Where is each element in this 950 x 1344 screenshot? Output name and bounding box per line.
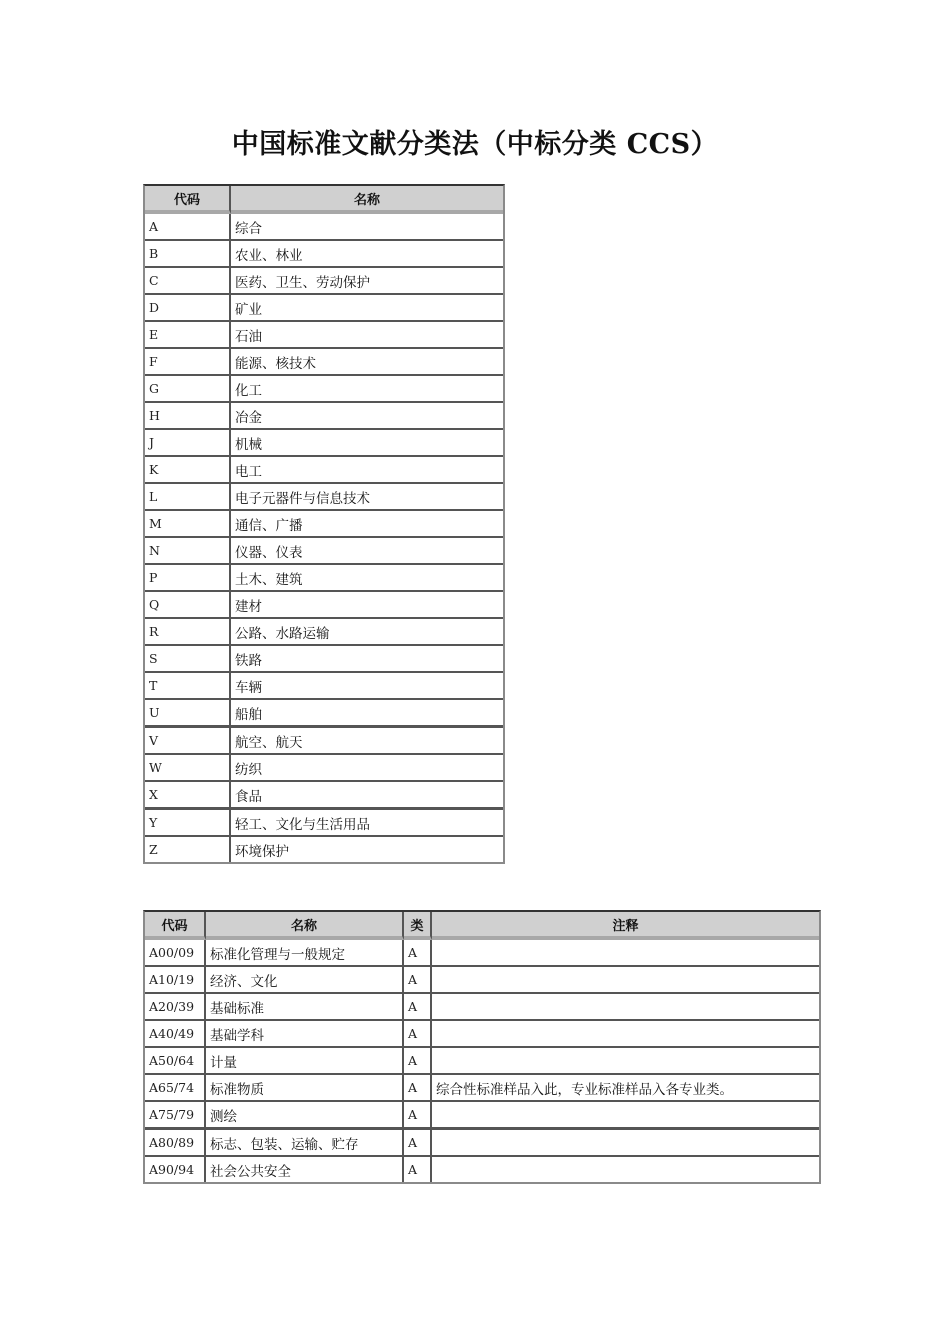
table-row (145, 295, 503, 322)
cell-name: 电工 (231, 457, 503, 484)
cell-class: A (404, 1021, 432, 1048)
table-row (145, 940, 819, 967)
table-row (145, 214, 503, 241)
cell-code: S (145, 646, 231, 673)
cell-class: A (404, 1048, 432, 1075)
cell-code: A90/94 (145, 1157, 206, 1182)
table-row (145, 322, 503, 349)
cell-name: 化工 (231, 376, 503, 403)
header-code: 代码 (145, 186, 231, 214)
cell-name: 机械 (231, 430, 503, 457)
cell-class: A (404, 940, 432, 967)
cell-code: Z (145, 837, 231, 862)
table-row (145, 403, 503, 430)
cell-code: E (145, 322, 231, 349)
cell-name: 冶金 (231, 403, 503, 430)
cell-code: K (145, 457, 231, 484)
table-row (145, 728, 503, 755)
cell-code: G (145, 376, 231, 403)
cell-note (432, 967, 819, 994)
cell-code: A00/09 (145, 940, 206, 967)
cell-class: A (404, 994, 432, 1021)
cell-code: Y (145, 810, 231, 837)
cell-code: A (145, 214, 231, 241)
cell-code: A10/19 (145, 967, 206, 994)
cell-code: F (145, 349, 231, 376)
table-row (145, 646, 503, 673)
table-row (145, 673, 503, 700)
cell-name: 计量 (206, 1048, 404, 1075)
table-row (145, 349, 503, 376)
cell-code: V (145, 728, 231, 755)
cell-code: J (145, 430, 231, 457)
table-row (145, 484, 503, 511)
category-table (143, 184, 505, 864)
cell-name: 综合 (231, 214, 503, 241)
cell-code: A50/64 (145, 1048, 206, 1075)
table-row (145, 967, 819, 994)
table-row (145, 592, 503, 619)
cell-class: A (404, 1130, 432, 1157)
cell-note (432, 994, 819, 1021)
cell-name: 食品 (231, 782, 503, 810)
header-note: 注释 (432, 912, 819, 940)
header-name: 名称 (231, 186, 503, 214)
cell-code: P (145, 565, 231, 592)
cell-name: 标准物质 (206, 1075, 404, 1102)
cell-class: A (404, 1075, 432, 1102)
cell-name: 铁路 (231, 646, 503, 673)
cell-class: A (404, 967, 432, 994)
document-title: 中国标准文献分类法（中标分类 CCS） (231, 129, 719, 160)
header-class: 类 (404, 912, 432, 940)
cell-name: 船舶 (231, 700, 503, 728)
cell-code: R (145, 619, 231, 646)
cell-name: 测绘 (206, 1102, 404, 1130)
cell-name: 基础学科 (206, 1021, 404, 1048)
cell-name: 通信、广播 (231, 511, 503, 538)
cell-name: 经济、文化 (206, 967, 404, 994)
cell-code: C (145, 268, 231, 295)
header-row (145, 912, 819, 940)
table-row (145, 1130, 819, 1157)
cell-class: A (404, 1102, 432, 1130)
cell-name: 基础标准 (206, 994, 404, 1021)
cell-name: 航空、航天 (231, 728, 503, 755)
table-row (145, 700, 503, 728)
cell-note (432, 940, 819, 967)
cell-note (432, 1102, 819, 1130)
cell-name: 医药、卫生、劳动保护 (231, 268, 503, 295)
cell-name: 矿业 (231, 295, 503, 322)
cell-code: A20/39 (145, 994, 206, 1021)
cell-name: 社会公共安全 (206, 1157, 404, 1182)
table-row (145, 376, 503, 403)
table-row (145, 430, 503, 457)
table-row (145, 810, 503, 837)
table-row (145, 538, 503, 565)
cell-note (432, 1130, 819, 1157)
cell-code: Q (145, 592, 231, 619)
cell-code: A75/79 (145, 1102, 206, 1130)
table-row (145, 782, 503, 810)
table-row (145, 619, 503, 646)
table-row (145, 1075, 819, 1102)
cell-code: A65/74 (145, 1075, 206, 1102)
table-row (145, 837, 503, 862)
table-row (145, 1102, 819, 1130)
cell-note (432, 1048, 819, 1075)
cell-name: 建材 (231, 592, 503, 619)
table-row (145, 565, 503, 592)
header-code: 代码 (145, 912, 206, 940)
cell-code: H (145, 403, 231, 430)
table-row (145, 1157, 819, 1182)
cell-name: 石油 (231, 322, 503, 349)
header-name: 名称 (206, 912, 404, 940)
cell-code: D (145, 295, 231, 322)
cell-note (432, 1157, 819, 1182)
table-row (145, 1021, 819, 1048)
cell-code: L (145, 484, 231, 511)
cell-note: 综合性标准样品入此，专业标准样品入各专业类。 (432, 1075, 819, 1102)
cell-name: 车辆 (231, 673, 503, 700)
cell-name: 环境保护 (235, 843, 289, 860)
table-row (145, 457, 503, 484)
cell-name: 能源、核技术 (231, 349, 503, 376)
table-row (145, 511, 503, 538)
cell-code: T (145, 673, 231, 700)
cell-name: 轻工、文化与生活用品 (231, 810, 503, 837)
cell-code: U (145, 700, 231, 728)
cell-code: A80/89 (145, 1130, 206, 1157)
cell-code: W (145, 755, 231, 782)
cell-name: 公路、水路运输 (231, 619, 503, 646)
cell-note (432, 1021, 819, 1048)
cell-code: A40/49 (145, 1021, 206, 1048)
cell-class: A (404, 1157, 432, 1182)
cell-name: 标准化管理与一般规定 (206, 940, 404, 967)
header-row (145, 186, 503, 214)
cell-code: N (145, 538, 231, 565)
cell-name: 土木、建筑 (231, 565, 503, 592)
table-row (145, 755, 503, 782)
cell-name: 仪器、仪表 (231, 538, 503, 565)
subcategory-table (143, 910, 821, 1184)
cell-name: 农业、林业 (231, 241, 503, 268)
cell-code: B (145, 241, 231, 268)
table-row (145, 994, 819, 1021)
table-row (145, 241, 503, 268)
cell-name: 电子元器件与信息技术 (231, 484, 503, 511)
cell-code: M (145, 511, 231, 538)
table-row (145, 268, 503, 295)
cell-name: 纺织 (231, 755, 503, 782)
table-row (145, 1048, 819, 1075)
cell-code: X (145, 782, 231, 810)
cell-name: 标志、包装、运输、贮存 (206, 1130, 404, 1157)
